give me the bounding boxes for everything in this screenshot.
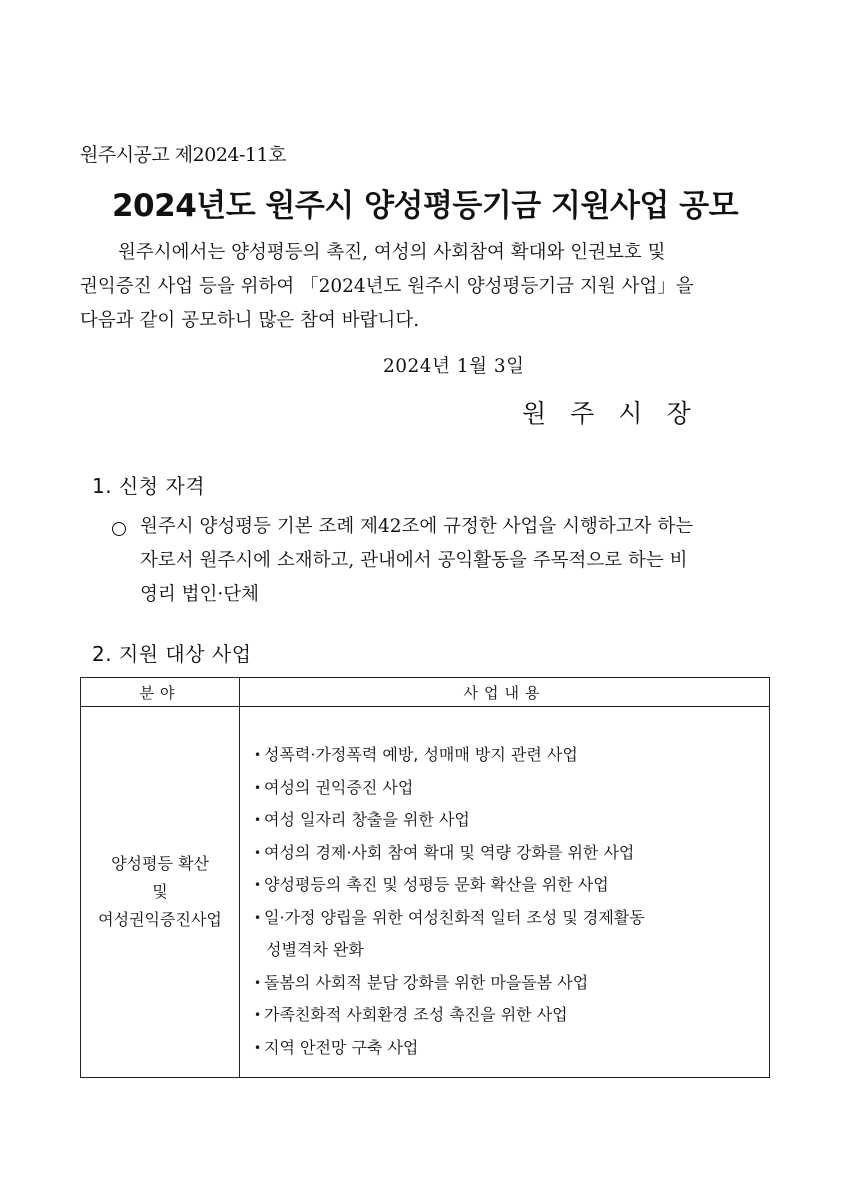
document-title: 2024년도 원주시 양성평등기금 지원사업 공모 <box>111 188 739 224</box>
intro-line: 다음과 같이 공모하니 많은 참여 바랍니다. <box>80 310 420 331</box>
list-item: • 여성의 경제·사회 참여 확대 및 역량 강화를 위한 사업 <box>254 837 769 870</box>
list-item: • 성폭력·가정폭력 예방, 성매매 방지 관련 사업 <box>254 739 769 772</box>
header-field: 분야 <box>81 678 240 707</box>
issuer-name: 원주시장 <box>522 399 715 428</box>
bullet-icon: • <box>254 748 262 762</box>
bullet-icon: • <box>254 1040 262 1055</box>
field-line: 양성평등 확산 <box>111 854 209 873</box>
support-projects-table <box>80 677 770 1078</box>
list-item-continuation: 성별격차 완화 <box>266 940 364 959</box>
content-cell <box>240 707 770 1078</box>
eligibility-line: 자로서 원주시에 소재하고, 관내에서 공익활동을 주목적으로 하는 비 <box>140 550 688 571</box>
table-row <box>81 707 770 1078</box>
bullet-icon: • <box>254 1008 262 1022</box>
bullet-icon: • <box>254 878 262 892</box>
eligibility-line: 영리 법인·단체 <box>140 584 259 605</box>
bullet-icon: • <box>254 780 262 795</box>
list-item: • 지역 안전망 구축 사업 <box>254 1032 769 1065</box>
circle-bullet-icon <box>112 522 126 536</box>
header-content: 사업내용 <box>240 678 770 707</box>
list-item: • 여성 일자리 창출을 위한 사업 <box>254 804 769 837</box>
notice-number: 원주시공고 제2024-11호 <box>80 144 286 166</box>
eligibility-line: 원주시 양성평등 기본 조례 제42조에 규정한 사업을 시행하고자 하는 <box>140 516 694 537</box>
intro-line: 원주시에서는 양성평등의 촉진, 여성의 사회참여 확대와 인권보호 및 <box>118 242 666 263</box>
section-heading-projects: 2. 지원 대상 사업 <box>92 642 252 666</box>
list-item: • 여성의 권익증진 사업 <box>254 772 769 805</box>
bullet-icon: • <box>254 813 262 827</box>
list-item: • 가족친화적 사회환경 조성 촉진을 위한 사업 <box>254 999 769 1032</box>
field-line: 및 <box>152 882 168 901</box>
field-line: 여성권익증진사업 <box>98 910 222 929</box>
list-item: • 일·가정 양립을 위한 여성친화적 일터 조성 및 경제활동 성별격차 완화 <box>254 902 769 967</box>
field-cell <box>81 707 240 1078</box>
notice-date: 2024년 1월 3일 <box>383 356 525 377</box>
bullet-icon: • <box>254 975 262 990</box>
bullet-icon: • <box>254 910 262 925</box>
bullet-icon: • <box>254 845 262 860</box>
table-header-row <box>81 678 770 707</box>
section-heading-eligibility: 1. 신청 자격 <box>92 474 206 498</box>
intro-line: 권익증진 사업 등을 위하여 「2024년도 원주시 양성평등기금 지원 사업」을 <box>80 276 694 297</box>
eligibility-text <box>140 510 772 612</box>
list-item: • 돌봄의 사회적 분담 강화를 위한 마을돌봄 사업 <box>254 967 769 1000</box>
list-item: • 양성평등의 촉진 및 성평등 문화 확산을 위한 사업 <box>254 869 769 902</box>
intro-paragraph <box>80 236 772 338</box>
